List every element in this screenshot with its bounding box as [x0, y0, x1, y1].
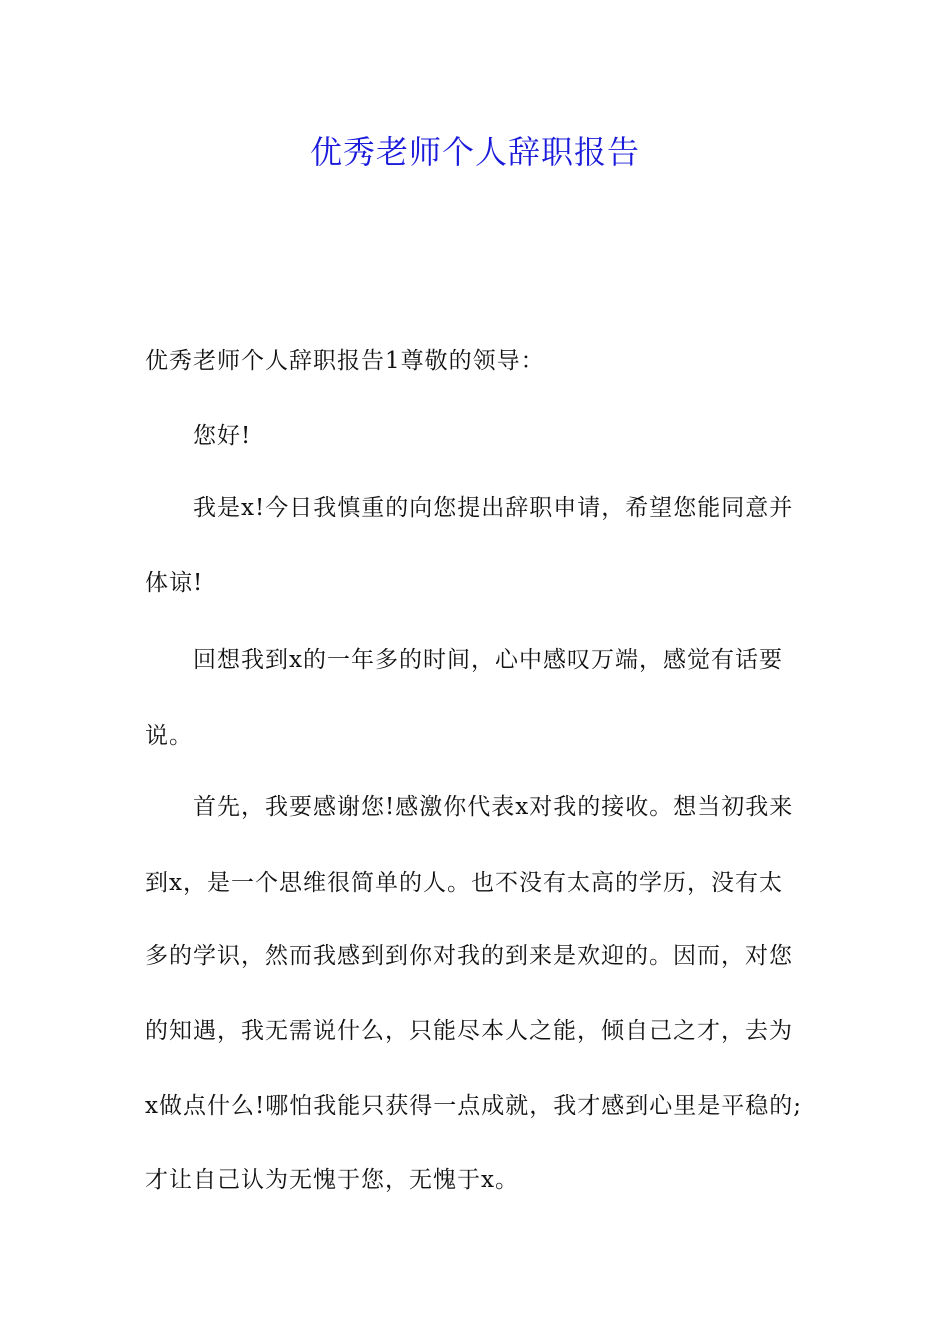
paragraph-line: 到x，是一个思维很简单的人。也不没有太高的学历，没有太 — [145, 870, 783, 896]
greeting-line: 您好! — [193, 423, 252, 449]
paragraph-line: 体谅! — [145, 570, 204, 596]
paragraph-line: 的知遇，我无需说什么，只能尽本人之能，倾自己之才，去为 — [145, 1018, 793, 1044]
paragraph-line: 说。 — [145, 723, 193, 749]
salutation-line: 优秀老师个人辞职报告1尊敬的领导： — [145, 348, 545, 374]
paragraph-line: 我是x!今日我慎重的向您提出辞职申请，希望您能同意并 — [193, 495, 794, 521]
paragraph-line: 才让自己认为无愧于您，无愧于x。 — [145, 1167, 519, 1193]
paragraph-line: 回想我到x的一年多的时间，心中感叹万端，感觉有话要 — [193, 647, 783, 673]
paragraph-line: 多的学识，然而我感到到你对我的到来是欢迎的。因而，对您 — [145, 943, 793, 969]
paragraph-line: 首先，我要感谢您!感激你代表x对我的接收。想当初我来 — [193, 794, 794, 820]
document-title: 优秀老师个人辞职报告 — [309, 133, 640, 171]
paragraph-line: x做点什么!哪怕我能只获得一点成就，我才感到心里是平稳的; — [145, 1093, 802, 1119]
